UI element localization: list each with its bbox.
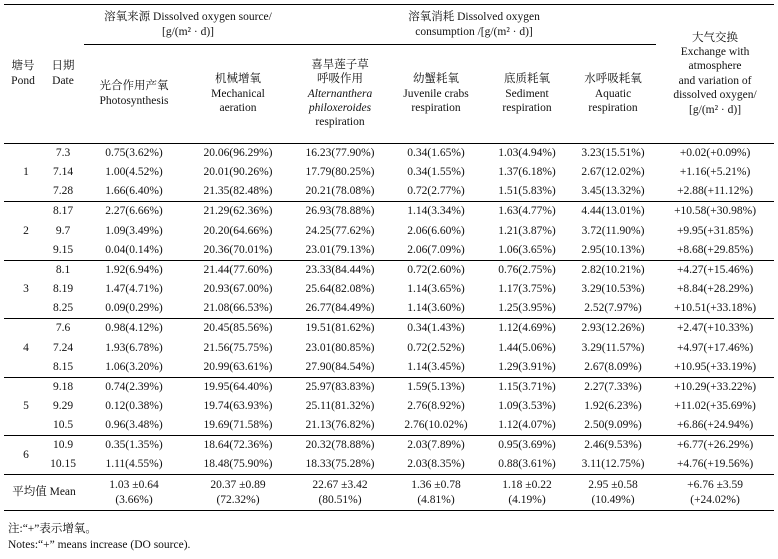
date-cell: 7.24 [52,341,74,354]
plant-cell: 25.11(81.32%) [305,400,375,413]
crab-cell: 0.72(2.52%) [407,341,465,354]
mech-cell: 19.95(64.40%) [184,377,292,397]
sed-cell: 1.63(4.77%) [484,202,570,222]
aq-cell: 2.46(9.53%) [570,436,656,456]
mech-cell: 20.06(96.29%) [184,143,292,163]
plant-cell: 16.23(77.90%) [292,143,388,163]
header-consumption-group-text: 溶氧消耗 Dissolved oxygen consumption /[g/(m² · d)] [408,11,540,38]
plant-cell: 20.32(78.88%) [292,436,388,456]
ex-cell: +6.77(+26.29%) [656,436,774,456]
mech-cell: 20.20(64.66%) [203,224,273,237]
sed-cell: 1.29(3.91%) [498,360,556,373]
header-source-group-text: 溶氧来源 Dissolved oxygen source/ [g/(m² · d)] [104,11,272,38]
crab-cell: 2.76(10.02%) [404,419,468,432]
ex-cell: +4.97(+17.46%) [676,341,754,354]
crab-cell: 0.34(1.43%) [388,319,484,339]
plant-cell: 26.93(78.88%) [292,202,388,222]
aq-cell: 2.67(8.09%) [584,360,642,373]
header-plant-latin: Alternanthera philoxeroides [307,87,373,114]
photo-cell: 0.98(4.12%) [84,319,184,339]
aq-cell: 3.23(15.51%) [570,143,656,163]
photo-cell: 0.74(2.39%) [84,377,184,397]
mean-plant-cell: 22.67 ±3.42 (80.51%) [292,475,388,511]
header-source-group [84,5,292,45]
photo-cell: 1.93(6.78%) [105,341,163,354]
sed-cell: 1.12(4.69%) [484,319,570,339]
date-cell: 7.14 [52,166,74,179]
aq-cell: 3.45(13.32%) [581,185,645,198]
date-cell: 9.15 [52,243,74,256]
plant-cell: 18.33(75.28%) [305,458,375,471]
header-plant-en: respiration [315,116,365,129]
aq-cell: 3.72(11.90%) [581,224,645,237]
header-consumption-group [292,5,656,45]
ex-cell: +10.95(+33.19%) [674,360,757,373]
header-photosynthesis-text: 光合作用产氧 Photosynthesis [99,80,169,107]
plant-cell: 25.64(82.08%) [305,283,375,296]
table-row [4,377,774,397]
sed-cell: 1.09(3.53%) [498,400,556,413]
crab-cell: 2.76(8.92%) [407,400,465,413]
sed-cell: 1.17(3.75%) [498,283,556,296]
header-pond [4,5,42,143]
date-cell: 8.15 [52,360,74,373]
mech-cell: 21.35(82.48%) [203,185,273,198]
sed-cell: 1.37(6.18%) [498,166,556,179]
ex-cell: +11.02(+35.69%) [674,400,756,413]
photo-cell: 1.06(3.20%) [105,360,163,373]
header-mechanical-text: 机械增氧 Mechanical aeration [211,73,265,114]
aq-cell: 3.11(12.75%) [581,458,645,471]
crab-cell: 0.34(1.65%) [388,143,484,163]
table-row [4,436,774,456]
photo-cell: 1.09(3.49%) [105,224,163,237]
ex-cell: +10.58(+30.98%) [656,202,774,222]
mech-cell: 18.64(72.36%) [184,436,292,456]
aq-cell: 2.52(7.97%) [584,302,642,315]
mech-cell: 20.93(67.00%) [203,283,273,296]
date-cell: 8.19 [52,283,74,296]
table-row [4,241,774,261]
photo-cell: 2.27(6.66%) [84,202,184,222]
date-cell: 10.15 [50,458,76,471]
sed-cell: 0.76(2.75%) [484,260,570,280]
mean-photo-cell: 1.03 ±0.64 (3.66%) [84,475,184,511]
date-cell: 9.29 [52,400,74,413]
pond-cell: 4 [4,319,42,378]
aq-cell: 3.29(11.57%) [581,341,645,354]
crab-cell: 0.72(2.77%) [407,185,465,198]
crab-cell: 1.14(3.65%) [407,283,465,296]
plant-cell: 24.25(77.62%) [305,224,375,237]
plant-cell: 20.21(78.08%) [305,185,375,198]
mech-cell: 20.01(90.26%) [203,166,273,179]
mean-label: 平均值 Mean [4,475,84,511]
pond-cell: 5 [4,377,42,436]
plant-cell: 17.79(80.25%) [305,166,375,179]
header-exchange [656,5,774,143]
crab-cell: 2.03(7.89%) [388,436,484,456]
ex-cell: +9.95(+31.85%) [676,224,754,237]
crab-cell: 0.72(2.60%) [388,260,484,280]
date-cell: 7.3 [42,143,84,163]
table-row [4,221,774,241]
header-mechanical [184,45,292,143]
date-cell: 10.9 [42,436,84,456]
sed-cell: 1.03(4.94%) [484,143,570,163]
pond-cell: 1 [4,143,42,202]
plant-cell: 23.01(79.13%) [305,243,375,256]
photo-cell: 0.75(3.62%) [84,143,184,163]
pond-cell: 2 [4,202,42,261]
aq-cell: 2.82(10.21%) [570,260,656,280]
header-aquatic-text: 水呼吸耗氧 Aquatic respiration [584,73,642,114]
mean-mech-cell: 20.37 ±0.89 (72.32%) [184,475,292,511]
sed-cell: 1.25(3.95%) [498,302,556,315]
sed-cell: 1.15(3.71%) [484,377,570,397]
table-row [4,416,774,436]
header-crab [388,45,484,143]
date-cell: 9.18 [42,377,84,397]
photo-cell: 0.35(1.35%) [84,436,184,456]
mech-cell: 21.08(66.53%) [203,302,273,315]
header-plant-cn: 喜旱莲子草 呼吸作用 [311,58,369,86]
crab-cell: 1.14(3.34%) [388,202,484,222]
aq-cell: 2.93(12.26%) [570,319,656,339]
ex-cell: +10.29(+33.22%) [656,377,774,397]
crab-cell: 2.06(7.09%) [407,243,465,256]
note-chinese: 注:“+”表示增氧。 [8,523,97,535]
date-cell: 8.1 [42,260,84,280]
aq-cell: 2.95(10.13%) [581,243,645,256]
mech-cell: 21.56(75.75%) [203,341,273,354]
crab-cell: 2.03(8.35%) [407,458,465,471]
mean-row [4,475,774,511]
oxygen-budget-table [4,4,774,511]
header-crab-text: 幼蟹耗氧 Juvenile crabs respiration [403,73,469,114]
header-sediment-text: 底质耗氧 Sediment respiration [502,73,552,114]
crab-cell: 1.59(5.13%) [388,377,484,397]
date-cell: 8.17 [42,202,84,222]
plant-cell: 27.90(84.54%) [305,360,375,373]
table-row [4,397,774,417]
mean-aq-cell: 2.95 ±0.58 (10.49%) [570,475,656,511]
crab-cell: 2.06(6.60%) [407,224,465,237]
table-row [4,455,774,475]
sed-cell: 0.88(3.61%) [498,458,556,471]
mech-cell: 20.36(70.01%) [203,243,273,256]
ex-cell: +4.27(+15.46%) [656,260,774,280]
table-row [4,143,774,163]
date-cell: 8.25 [52,302,74,315]
ex-cell: +8.68(+29.85%) [676,243,754,256]
mech-cell: 21.44(77.60%) [184,260,292,280]
sed-cell: 1.51(5.83%) [498,185,556,198]
sed-cell: 1.06(3.65%) [498,243,556,256]
pond-cell: 3 [4,260,42,319]
header-sediment [484,45,570,143]
sed-cell: 1.21(3.87%) [498,224,556,237]
mech-cell: 20.45(85.56%) [184,319,292,339]
plant-cell: 25.97(83.83%) [292,377,388,397]
ex-cell: +2.88(+11.12%) [677,185,753,198]
header-photosynthesis [84,45,184,143]
ex-cell: +0.02(+0.09%) [656,143,774,163]
mech-cell: 20.99(63.61%) [203,360,273,373]
mean-sed-cell: 1.18 ±0.22 (4.19%) [484,475,570,511]
ex-cell: +10.51(+33.18%) [674,302,757,315]
mean-crab-cell: 1.36 ±0.78 (4.81%) [388,475,484,511]
aq-cell: 2.27(7.33%) [570,377,656,397]
date-cell: 9.7 [55,224,71,237]
ex-cell: +4.76(+19.56%) [676,458,754,471]
header-pond-text: 塘号 Pond [11,59,35,87]
table-row [4,338,774,358]
ex-cell: +6.86(+24.94%) [676,419,754,432]
header-aquatic [570,45,656,143]
crab-cell: 0.34(1.55%) [407,166,465,179]
photo-cell: 0.09(0.29%) [105,302,163,315]
photo-cell: 1.00(4.52%) [105,166,163,179]
table-row [4,319,774,339]
plant-cell: 23.01(80.85%) [305,341,375,354]
pond-cell: 6 [4,436,42,475]
table-row [4,182,774,202]
table-row [4,358,774,378]
crab-cell: 1.14(3.45%) [407,360,465,373]
crab-cell: 1.14(3.60%) [407,302,465,315]
table-row [4,202,774,222]
plant-cell: 23.33(84.44%) [292,260,388,280]
header-date-text: 日期 Date [51,60,75,87]
aq-cell: 1.92(6.23%) [584,400,642,413]
photo-cell: 0.04(0.14%) [105,243,163,256]
aq-cell: 2.67(12.02%) [581,166,645,179]
photo-cell: 1.11(4.55%) [105,458,163,471]
header-exchange-text: 大气交换 Exchange with atmosphere and variation of dissolved oxygen/ [g/(m² · d)] [673,31,757,116]
mech-cell: 21.29(62.36%) [184,202,292,222]
photo-cell: 0.96(3.48%) [105,419,163,432]
mech-cell: 19.74(63.93%) [203,400,273,413]
sed-cell: 1.12(4.07%) [498,419,556,432]
header-date [42,5,84,143]
sed-cell: 1.44(5.06%) [498,341,556,354]
photo-cell: 1.66(6.40%) [105,185,163,198]
header-plant-respiration [292,45,388,143]
plant-cell: 21.13(76.82%) [305,419,375,432]
sed-cell: 0.95(3.69%) [484,436,570,456]
table-row [4,163,774,183]
mech-cell: 19.69(71.58%) [203,419,273,432]
table-row [4,299,774,319]
photo-cell: 1.92(6.94%) [84,260,184,280]
plant-cell: 19.51(81.62%) [292,319,388,339]
aq-cell: 3.29(10.53%) [581,283,645,296]
date-cell: 7.6 [42,319,84,339]
ex-cell: +1.16(+5.21%) [679,166,751,179]
table-row [4,260,774,280]
ex-cell: +8.84(+28.29%) [676,283,754,296]
aq-cell: 4.44(13.01%) [570,202,656,222]
aq-cell: 2.50(9.09%) [584,419,642,432]
date-cell: 7.28 [52,185,74,198]
mean-ex-cell: +6.76 ±3.59 (+24.02%) [656,475,774,511]
mech-cell: 18.48(75.90%) [203,458,273,471]
ex-cell: +2.47(+10.33%) [656,319,774,339]
table-row [4,280,774,300]
note-english: Notes:“+” means increase (DO source). [8,539,191,551]
photo-cell: 1.47(4.71%) [105,283,163,296]
date-cell: 10.5 [52,419,74,432]
photo-cell: 0.12(0.38%) [105,400,163,413]
plant-cell: 26.77(84.49%) [305,302,375,315]
